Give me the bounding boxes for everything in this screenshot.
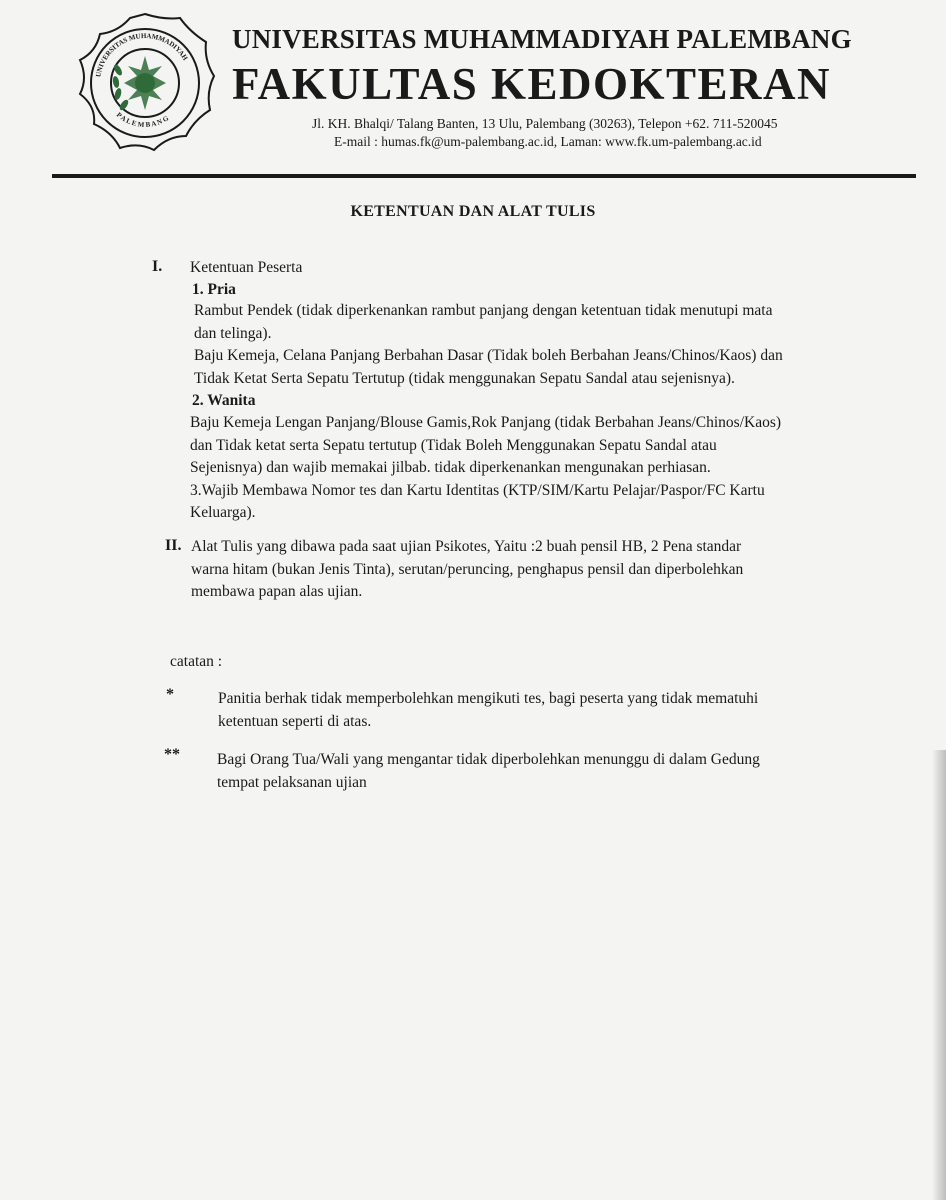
section-1-numeral: I. <box>152 258 163 275</box>
note-1-mark: * <box>166 686 174 703</box>
section-1-heading: Ketentuan Peserta <box>190 259 303 276</box>
wanita-rule-line: Baju Kemeja Lengan Panjang/Blouse Gamis,Rok Panjang (tidak Berbahan Jeans/Chinos/Kaos) <box>190 414 782 431</box>
svg-text:P A L E M B A N G: P A L E M B A N G <box>114 110 171 129</box>
pria-rule-line: Baju Kemeja, Celana Panjang Berbahan Dasar (Tidak boleh Berbahan Jeans/Chinos/Kaos) dan <box>194 347 783 365</box>
wanita-rules <box>190 412 781 525</box>
pria-rule-line: Tidak Ketat Serta Sepatu Tertutup (tidak menggunakan Sepatu Sandal atau sejenisnya). <box>194 369 735 387</box>
letterhead-divider <box>52 174 916 178</box>
notes-label: catatan : <box>170 653 223 670</box>
section-2-line: Alat Tulis yang dibawa pada saat ujian Psikotes, Yaitu :2 buah pensil HB, 2 Pena standar <box>191 538 742 555</box>
wanita-rule-line: 3.Wajib Membawa Nomor tes dan Kartu Identitas (KTP/SIM/Kartu Pelajar/Paspor/FC Kartu <box>190 481 765 499</box>
svg-text:UNIVERSITAS MUHAMMADIYAH: UNIVERSITAS MUHAMMADIYAH <box>94 31 190 78</box>
wanita-rule-line: dan Tidak ketat serta Sepatu tertutup (Tidak Boleh Menggunakan Sepatu Sandal atau <box>190 436 717 454</box>
pria-heading: 1. Pria <box>192 281 236 298</box>
pria-rule-line: Rambut Pendek (tidak diperkenankan rambut panjang dengan ketentuan tidak menutupi mata <box>194 302 773 319</box>
pria-rules <box>194 300 783 390</box>
note-2-line: Bagi Orang Tua/Wali yang mengantar tidak diperbolehkan menunggu di dalam Gedung <box>217 751 760 768</box>
section-2-numeral: II. <box>165 537 182 554</box>
university-name: UNIVERSITAS MUHAMMADIYAH PALEMBANG <box>232 24 852 54</box>
section-2-line: membawa papan alas ujian. <box>191 583 363 601</box>
note-1-line: Panitia berhak tidak memperbolehkan mengikuti tes, bagi peserta yang tidak mematuhi <box>218 690 759 707</box>
note-2-mark: ** <box>164 746 180 763</box>
note-2-text <box>217 749 760 794</box>
pria-rule-line: dan telinga). <box>194 324 272 342</box>
page-edge-shadow <box>932 750 946 1200</box>
wanita-rule-line: Keluarga). <box>190 504 256 522</box>
document-title: KETENTUAN DAN ALAT TULIS <box>350 203 596 220</box>
note-1-line: ketentuan seperti di atas. <box>218 712 372 730</box>
section-2-line: warna hitam (bukan Jenis Tinta), serutan/peruncing, penghapus pensil dan diperbolehkan <box>191 560 744 578</box>
faculty-contact: E-mail : humas.fk@um-palembang.ac.id, Laman: www.fk.um-palembang.ac.id <box>334 134 762 149</box>
faculty-address: Jl. KH. Bhalqi/ Talang Banten, 13 Ulu, Palembang (30263), Telepon +62. 711-520045 <box>312 116 778 131</box>
wanita-heading: 2. Wanita <box>192 392 256 409</box>
section-2-text <box>191 536 743 604</box>
note-2-line: tempat pelaksanan ujian <box>217 773 367 791</box>
wanita-rule-line: Sejenisnya) dan wajib memakai jilbab. tidak diperkenankan mengunakan perhiasan. <box>190 459 711 477</box>
faculty-name: FAKULTAS KEDOKTERAN <box>232 59 832 109</box>
university-seal-logo <box>72 10 218 156</box>
note-1-text <box>218 688 758 733</box>
